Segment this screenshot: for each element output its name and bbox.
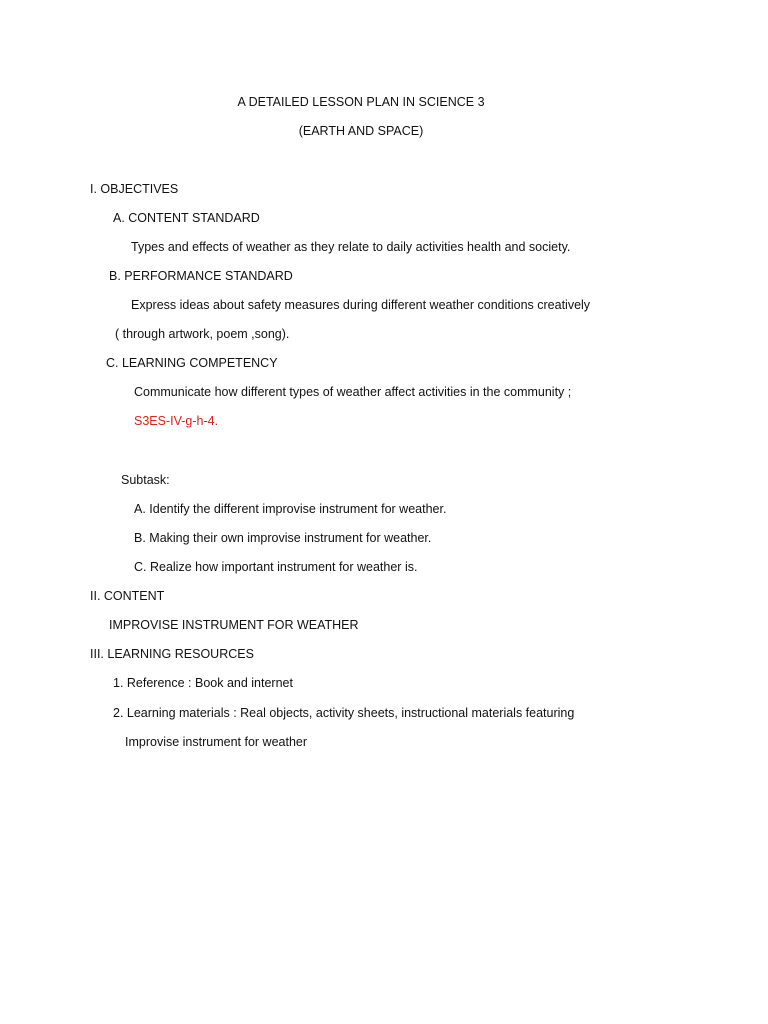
subtask-item: B. Making their own improvise instrument for weather. <box>134 531 432 545</box>
content-standard-heading: A. CONTENT STANDARD <box>113 211 260 225</box>
document-subtitle: (EARTH AND SPACE) <box>298 124 424 138</box>
resource-item: 2. Learning materials : Real objects, activity sheets, instructional materials featuring <box>113 706 575 720</box>
objectives-heading: I. OBJECTIVES <box>90 182 179 196</box>
performance-standard-heading: B. PERFORMANCE STANDARD <box>109 269 293 283</box>
learning-competency-heading: C. LEARNING COMPETENCY <box>106 356 278 370</box>
resource-item: 1. Reference : Book and internet <box>113 676 293 690</box>
learning-competency-text: Communicate how different types of weather affect activities in the community ; <box>134 385 572 399</box>
content-text: IMPROVISE INSTRUMENT FOR WEATHER <box>109 618 359 632</box>
document-title: A DETAILED LESSON PLAN IN SCIENCE 3 <box>237 95 485 109</box>
resource-item-continued: Improvise instrument for weather <box>125 735 308 749</box>
competency-code: S3ES-IV-g-h-4. <box>134 414 219 428</box>
content-standard-text: Types and effects of weather as they relate to daily activities health and society. <box>131 240 571 254</box>
performance-standard-text: Express ideas about safety measures during different weather conditions creatively <box>131 298 591 312</box>
subtask-heading: Subtask: <box>121 473 170 487</box>
subtask-item: C. Realize how important instrument for weather is. <box>134 560 418 574</box>
content-heading: II. CONTENT <box>90 589 165 603</box>
subtask-item: A. Identify the different improvise instrument for weather. <box>134 502 447 516</box>
performance-standard-text-continued: ( through artwork, poem ,song). <box>115 327 290 341</box>
learning-resources-heading: III. LEARNING RESOURCES <box>90 647 254 661</box>
